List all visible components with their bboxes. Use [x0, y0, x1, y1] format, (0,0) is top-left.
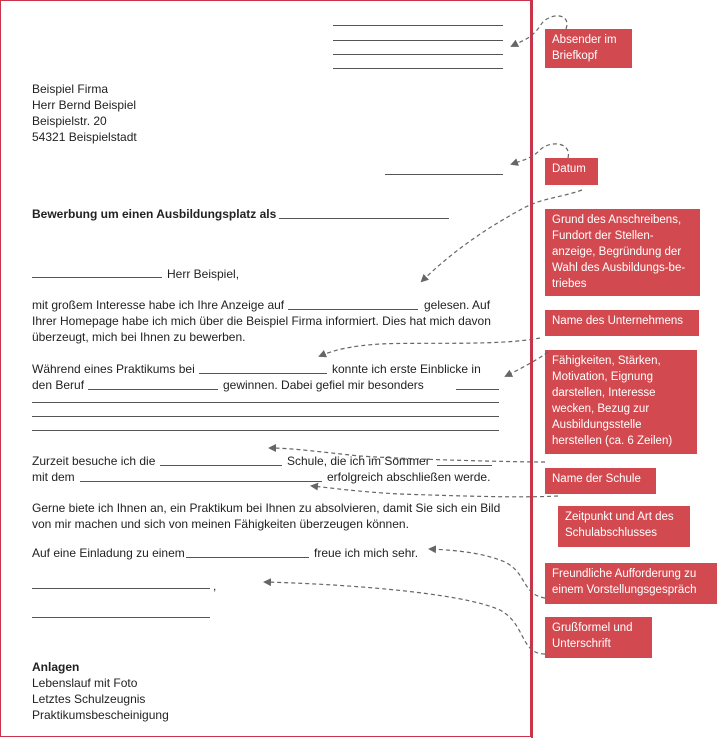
- note-greeting: [545, 617, 652, 658]
- sender-line-2: [333, 40, 503, 41]
- note-line: Motivation, Eignung: [552, 371, 654, 383]
- paragraph-2-line-2a: den Beruf: [32, 378, 85, 392]
- note-line: Freundliche Aufforderung zu: [552, 568, 697, 580]
- paragraph-1-line-2: Ihrer Homepage habe ich mich über die Beispiel Firma informiert. Dies hat mich davon: [32, 314, 491, 328]
- attachment-item: Praktikumsbescheinigung: [32, 708, 169, 722]
- date-line: [385, 174, 503, 175]
- page-divider: [531, 0, 533, 738]
- note-date: [545, 158, 598, 185]
- skills-line: [32, 402, 499, 403]
- note-line: einem Vorstellungsgespräch: [552, 584, 697, 596]
- note-line: Schulabschlusses: [565, 527, 658, 539]
- note-graduation: [558, 506, 690, 547]
- note-line: Unterschrift: [552, 638, 611, 650]
- note-line: Grußformel und: [552, 622, 633, 634]
- note-line: darstellen, Interesse: [552, 387, 656, 399]
- note-line: wecken, Bezug zur: [552, 403, 650, 415]
- liked-blank: [456, 389, 499, 390]
- note-sender: [545, 29, 632, 68]
- source-blank: [288, 309, 418, 310]
- paragraph-3-line-1b: Schule, die ich im Sommer: [287, 454, 430, 468]
- note-line: Absender im: [552, 34, 617, 46]
- skills-line: [32, 430, 499, 431]
- paragraph-3-line-1a: Zurzeit besuche ich die: [32, 454, 156, 468]
- recipient-line: Beispielstr. 20: [32, 114, 107, 128]
- note-line: Zeitpunkt und Art des: [565, 511, 674, 523]
- recipient-line: Beispiel Firma: [32, 82, 109, 96]
- note-line: Name der Schule: [552, 473, 641, 485]
- internship-company-blank: [199, 373, 327, 374]
- paragraph-5b: freue ich mich sehr.: [314, 546, 419, 560]
- closing-blank: [32, 588, 210, 589]
- note-line: Ausbildungsstelle: [552, 419, 642, 431]
- note-line: Name des Unternehmens: [552, 315, 684, 327]
- salutation-blank: [32, 277, 162, 278]
- attachments-title: Anlagen: [32, 660, 80, 674]
- salutation: Herr Beispiel,: [167, 267, 240, 281]
- note-company-name: [545, 310, 699, 336]
- sender-line-4: [333, 68, 503, 69]
- paragraph-1-line-1b: gelesen. Auf: [424, 298, 491, 312]
- note-line: anzeige, Begründung der: [552, 246, 682, 258]
- note-skills: [545, 350, 697, 454]
- summer-blank: [437, 465, 492, 466]
- paragraph-1-line-3: überzeugt, mich bei Ihnen zu bewerben.: [32, 330, 246, 344]
- subject-line: Bewerbung um einen Ausbildungsplatz als: [32, 207, 277, 221]
- school-blank: [160, 465, 282, 466]
- note-line: Wahl des Ausbildungs-be-: [552, 262, 686, 274]
- note-line: triebes: [552, 278, 587, 290]
- note-reason: [545, 209, 700, 296]
- skills-line: [32, 416, 499, 417]
- profession-blank: [88, 389, 218, 390]
- graduation-blank: [80, 481, 322, 482]
- paragraph-5a: Auf eine Einladung zu einem: [32, 546, 185, 560]
- paragraph-3-line-2b: erfolgreich abschließen werde.: [327, 470, 491, 484]
- invitation-blank: [186, 557, 309, 558]
- paragraph-4-line-1: Gerne biete ich Ihnen an, ein Praktikum bei Ihnen zu absolvieren, damit Sie sich ein Bild: [32, 501, 501, 515]
- subject-blank: [279, 218, 449, 219]
- note-line: Fundort der Stellen-: [552, 230, 654, 242]
- paragraph-3-line-2a: mit dem: [32, 470, 75, 484]
- note-line: herstellen (ca. 6 Zeilen): [552, 435, 673, 447]
- paragraph-2-line-2b: gewinnen. Dabei gefiel mir besonders: [223, 378, 424, 392]
- recipient-line: Herr Bernd Beispiel: [32, 98, 137, 112]
- note-line: Fähigkeiten, Stärken,: [552, 355, 661, 367]
- paragraph-1-line-1a: mit großem Interesse habe ich Ihre Anzeige auf: [32, 298, 285, 312]
- sender-line-1: [333, 25, 503, 26]
- signature-line: [32, 617, 210, 618]
- sender-line-3: [333, 54, 503, 55]
- attachment-item: Letztes Schulzeugnis: [32, 692, 146, 706]
- note-line: Datum: [552, 163, 586, 175]
- recipient-line: 54321 Beispielstadt: [32, 130, 137, 144]
- paragraph-2-line-1a: Während eines Praktikums bei: [32, 362, 195, 376]
- attachment-item: Lebenslauf mit Foto: [32, 676, 138, 690]
- closing-comma: ,: [213, 579, 217, 593]
- note-school-name: [545, 468, 656, 494]
- paragraph-2-line-1b: konnte ich erste Einblicke in: [332, 362, 481, 376]
- note-invitation: [545, 563, 717, 604]
- note-line: Grund des Anschreibens,: [552, 214, 682, 226]
- note-line: Briefkopf: [552, 50, 598, 62]
- paragraph-4-line-2: von mir machen und sich von meinen Fähigkeiten überzeugen können.: [32, 517, 409, 531]
